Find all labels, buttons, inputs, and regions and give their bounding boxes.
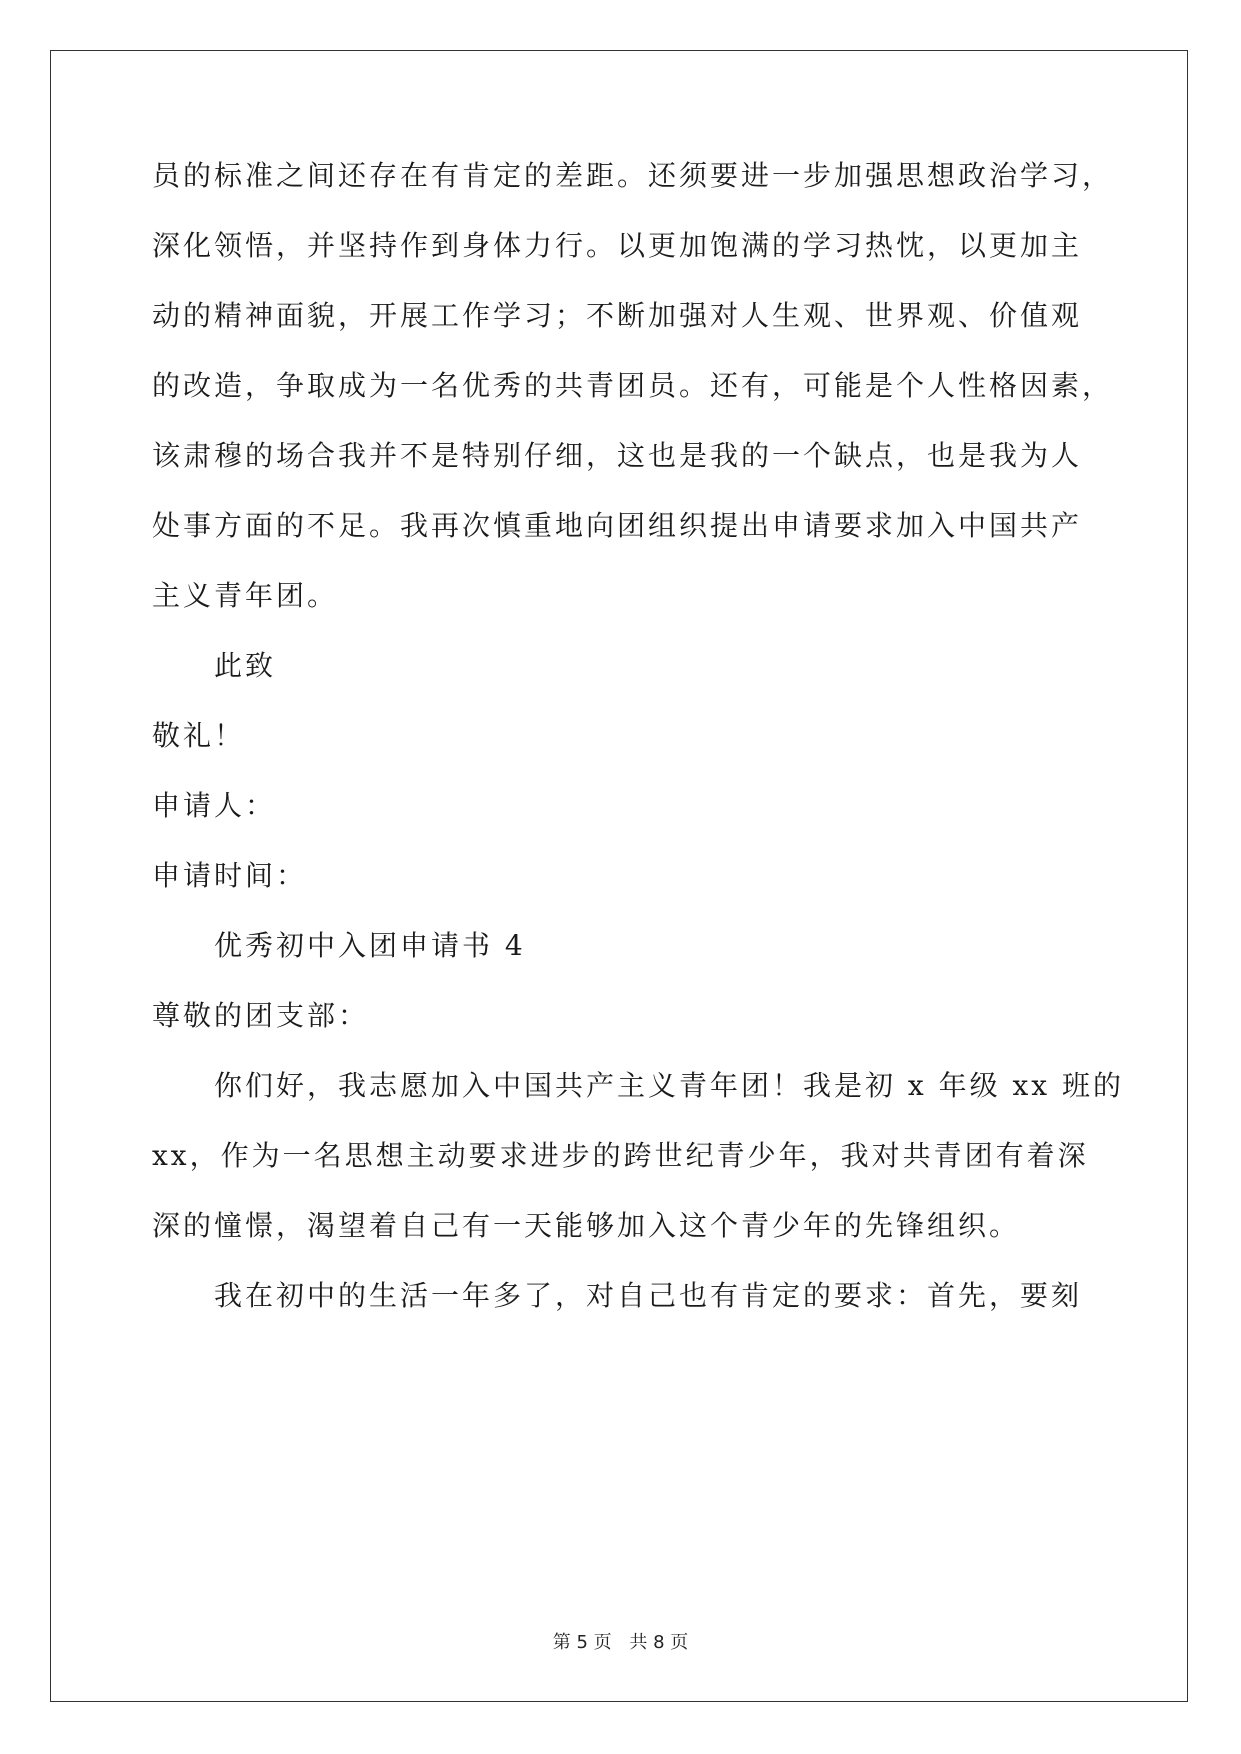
- closing-line: 敬礼！: [152, 719, 246, 752]
- body-text-line: 处事方面的不足。我再次慎重地向团组织提出申请要求加入中国共产: [152, 509, 1083, 542]
- body-text-line: 我在初中的生活一年多了，对自己也有肯定的要求：首先，要刻: [214, 1279, 1083, 1312]
- body-text-line: xx，作为一名思想主动要求进步的跨世纪青少年，我对共青团有着深: [152, 1139, 1089, 1172]
- body-text-line: 的改造，争取成为一名优秀的共青团员。还有，可能是个人性格因素，: [152, 369, 1114, 402]
- body-text-line: 你们好，我志愿加入中国共产主义青年团！我是初 x 年级 xx 班的: [214, 1069, 1124, 1102]
- body-text-line: 主义青年团。: [152, 579, 339, 612]
- body-text-line: 员的标准之间还存在有肯定的差距。还须要进一步加强思想政治学习，: [152, 159, 1114, 192]
- salutation-line: 此致: [214, 649, 277, 682]
- page-number: 第 5 页: [552, 1632, 612, 1653]
- page-footer: [0, 1628, 1241, 1654]
- applicant-label: 申请人：: [152, 789, 277, 822]
- body-text-line: 深化领悟，并坚持作到身体力行。以更加饱满的学习热忱，以更加主: [152, 229, 1083, 262]
- application-date-label: 申请时间：: [152, 859, 308, 892]
- page-total: 共 8 页: [629, 1632, 689, 1653]
- body-text-line: 深的憧憬，渴望着自己有一天能够加入这个青少年的先锋组织。: [152, 1209, 1021, 1242]
- section-heading: 优秀初中入团申请书 4: [214, 929, 526, 962]
- body-text-line: 该肃穆的场合我并不是特别仔细，这也是我的一个缺点，也是我为人: [152, 439, 1083, 472]
- addressee-line: 尊敬的团支部：: [152, 999, 370, 1032]
- body-text-line: 动的精神面貌，开展工作学习；不断加强对人生观、世界观、价值观: [152, 299, 1083, 332]
